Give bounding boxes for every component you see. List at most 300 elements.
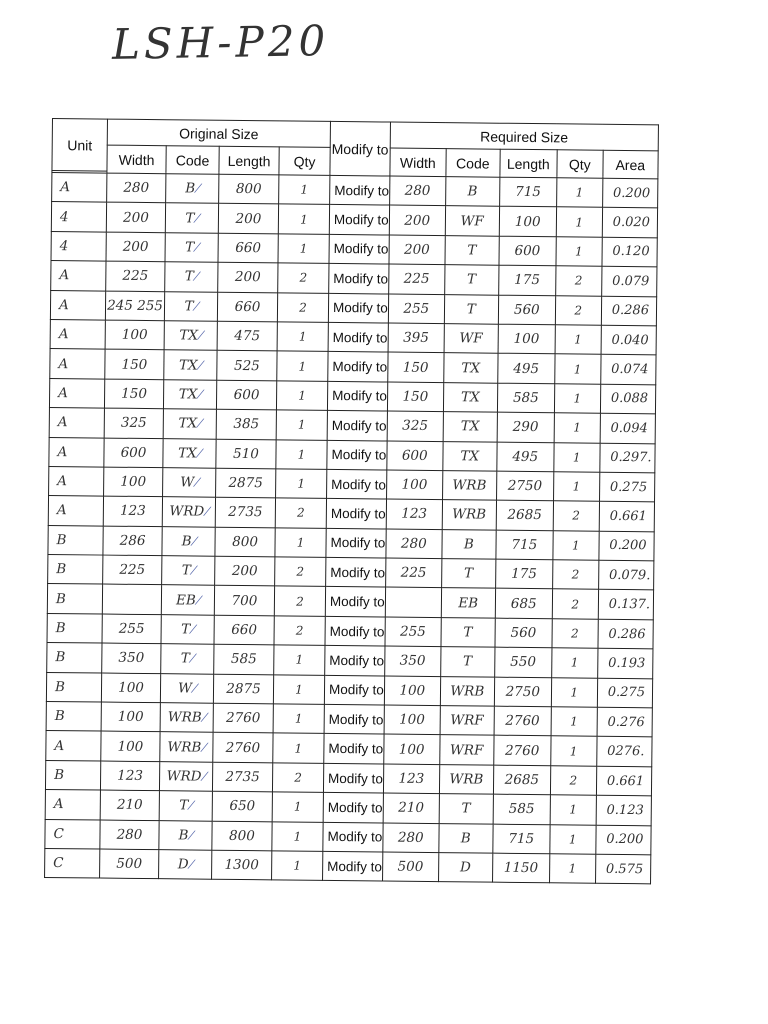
check-mark-icon: ⁄ xyxy=(203,710,206,725)
unit-cell-value: 4 xyxy=(59,208,69,225)
required-code-cell xyxy=(445,235,499,265)
required-code-cell-value: TX xyxy=(460,389,480,406)
original-width-cell xyxy=(107,173,166,203)
original-width-cell xyxy=(104,438,163,468)
required-length-cell xyxy=(494,736,551,766)
original-qty-cell xyxy=(272,792,323,822)
required-length-cell-value: 585 xyxy=(512,389,539,407)
original-length-cell-value: 200 xyxy=(235,210,262,227)
required-code-cell xyxy=(439,764,493,794)
original-qty-cell xyxy=(275,557,326,587)
unit-cell xyxy=(49,378,104,408)
modify-to-cell-value: Modify to xyxy=(332,388,387,404)
required-qty-cell-value: 1 xyxy=(570,714,578,729)
modify-to-cell xyxy=(324,734,384,764)
area-cell xyxy=(598,560,653,590)
original-qty-cell-value: 2 xyxy=(295,623,304,638)
original-length-cell xyxy=(217,321,277,351)
col-header-required-code: Code xyxy=(446,149,500,178)
original-code-cell-value: TX xyxy=(179,356,198,374)
unit-cell xyxy=(49,466,104,496)
original-width-cell xyxy=(101,731,160,761)
original-length-cell xyxy=(213,674,273,704)
unit-cell-value: A xyxy=(58,355,69,372)
modify-to-cell-value: Modify to xyxy=(329,594,385,610)
required-code-cell xyxy=(442,471,496,501)
original-width-cell xyxy=(100,761,159,791)
original-code-cell xyxy=(166,174,219,204)
original-width-cell xyxy=(100,790,159,820)
original-code-cell xyxy=(163,379,216,409)
modify-to-cell xyxy=(325,646,385,676)
original-length-cell xyxy=(212,850,272,880)
modify-to-cell xyxy=(325,616,385,646)
required-qty-cell xyxy=(555,266,601,296)
unit-cell-value: A xyxy=(57,473,68,490)
original-width-cell xyxy=(105,291,164,321)
original-width-cell xyxy=(104,379,163,409)
original-length-cell-value: 385 xyxy=(233,416,260,433)
original-qty-cell-value: 1 xyxy=(297,476,306,491)
required-length-cell-value: 495 xyxy=(512,448,539,465)
unit-cell xyxy=(49,408,104,438)
original-qty-cell-value: 1 xyxy=(297,417,306,432)
original-length-cell xyxy=(217,292,277,322)
modify-to-cell-value: Modify to xyxy=(328,711,384,728)
required-code-cell-value: WRB xyxy=(449,771,484,788)
check-mark-icon: ⁄ xyxy=(196,211,199,226)
unit-cell-value: A xyxy=(56,502,67,519)
unit-cell-value: A xyxy=(54,737,65,754)
original-width-cell xyxy=(104,467,163,497)
required-length-cell-value: 2760 xyxy=(504,742,540,759)
original-length-cell xyxy=(212,762,272,792)
original-width-cell-value: 245 255 xyxy=(107,297,164,314)
unit-cell-value: C xyxy=(53,855,64,872)
required-length-cell-value: 100 xyxy=(514,213,541,230)
required-qty-cell-value: 2 xyxy=(574,303,583,318)
col-header-unit: Unit xyxy=(52,119,108,172)
area-cell xyxy=(599,472,654,502)
required-qty-cell xyxy=(553,530,599,560)
area-cell-value: 0.079. xyxy=(608,567,651,584)
required-width-cell xyxy=(389,176,445,206)
required-qty-cell-value: 1 xyxy=(568,832,577,847)
area-cell xyxy=(596,795,651,825)
original-length-cell-value: 525 xyxy=(233,357,260,374)
modify-to-cell xyxy=(328,322,388,352)
required-qty-cell xyxy=(556,207,602,237)
original-code-cell-value: T xyxy=(181,562,191,579)
original-length-cell xyxy=(215,498,275,528)
required-width-cell xyxy=(387,441,443,471)
unit-cell xyxy=(47,643,102,673)
original-code-cell-value: B xyxy=(181,533,192,550)
original-qty-cell-value: 1 xyxy=(294,741,303,756)
required-qty-cell xyxy=(551,707,597,737)
required-qty-cell-value: 1 xyxy=(573,420,581,435)
check-mark-icon: ⁄ xyxy=(196,475,199,490)
col-header-required-width: Width xyxy=(390,148,446,177)
required-qty-cell xyxy=(552,560,598,590)
required-length-cell-value: 685 xyxy=(510,595,537,612)
required-code-cell xyxy=(443,412,497,442)
original-qty-cell-value: 1 xyxy=(298,329,307,344)
original-code-cell xyxy=(159,850,212,880)
original-width-cell-value: 280 xyxy=(123,179,150,197)
required-width-cell-value: 255 xyxy=(399,623,426,640)
original-code-cell xyxy=(163,438,216,468)
unit-cell xyxy=(45,760,100,790)
required-width-cell-value: 210 xyxy=(398,800,425,817)
original-code-cell-value: B xyxy=(178,827,189,844)
required-width-cell-value: 225 xyxy=(400,564,427,582)
original-length-cell-value: 800 xyxy=(229,827,255,844)
area-cell xyxy=(597,678,652,708)
required-qty-cell-value: 1 xyxy=(575,244,583,259)
required-qty-cell xyxy=(555,354,601,384)
area-cell xyxy=(602,237,657,267)
unit-cell xyxy=(48,525,103,555)
required-qty-cell-value: 1 xyxy=(575,185,584,200)
original-qty-cell-value: 2 xyxy=(296,564,305,579)
required-width-cell xyxy=(387,382,443,412)
modify-to-cell-value: Modify to xyxy=(334,182,390,199)
required-qty-cell xyxy=(555,295,601,325)
original-width-cell-value: 100 xyxy=(120,473,147,491)
required-qty-cell-value: 1 xyxy=(573,391,582,406)
original-code-cell-value: EB xyxy=(175,591,196,609)
required-length-cell xyxy=(498,324,555,354)
required-qty-cell-value: 2 xyxy=(572,508,581,524)
required-width-cell-value: 225 xyxy=(403,271,430,288)
required-code-cell xyxy=(444,265,498,295)
original-length-cell xyxy=(214,615,274,645)
original-length-cell-value: 475 xyxy=(234,328,261,345)
original-length-cell-value: 200 xyxy=(234,269,261,286)
required-code-cell xyxy=(441,559,495,589)
original-qty-cell xyxy=(272,851,323,881)
original-length-cell xyxy=(214,586,274,616)
required-length-cell-value: 175 xyxy=(511,566,538,583)
required-code-cell-value: B xyxy=(460,830,471,847)
required-code-cell-value: WRB xyxy=(452,477,487,494)
original-qty-cell xyxy=(279,175,330,205)
original-qty-cell-value: 1 xyxy=(300,212,308,227)
modify-to-cell xyxy=(330,175,390,205)
original-code-cell-value: W xyxy=(177,680,193,697)
modify-to-cell xyxy=(327,469,387,499)
required-qty-cell xyxy=(553,501,599,531)
col-header-original-length: Length xyxy=(219,146,279,175)
required-code-cell-value: WRB xyxy=(450,683,485,700)
unit-cell-value: B xyxy=(56,531,67,549)
required-width-cell xyxy=(386,470,442,500)
required-code-cell xyxy=(440,706,494,736)
original-qty-cell xyxy=(273,704,324,734)
area-cell xyxy=(601,325,656,355)
required-length-cell-value: 2750 xyxy=(505,683,541,700)
required-length-cell xyxy=(495,589,552,619)
required-length-cell xyxy=(497,442,554,472)
original-code-cell-value: TX xyxy=(179,327,199,344)
original-code-cell-value: W xyxy=(180,474,195,491)
modify-to-cell-value: Modify to xyxy=(332,329,388,346)
original-width-cell-value: 500 xyxy=(116,855,143,873)
original-length-cell xyxy=(214,644,274,674)
original-length-cell-value: 660 xyxy=(231,621,258,639)
original-width-cell-value: 150 xyxy=(121,356,148,373)
original-qty-cell-value: 1 xyxy=(293,858,302,873)
original-qty-cell-value: 2 xyxy=(299,300,307,315)
original-code-cell xyxy=(159,820,212,850)
original-length-cell-value: 585 xyxy=(230,651,257,668)
area-cell-value: 0.275 xyxy=(607,685,646,701)
table-row xyxy=(45,848,651,884)
required-width-cell xyxy=(384,646,440,676)
original-code-cell-value: T xyxy=(179,797,189,814)
required-width-cell-value: 600 xyxy=(401,447,428,464)
original-length-cell-value: 2760 xyxy=(225,739,261,756)
unit-cell-value: B xyxy=(54,678,66,695)
original-width-cell-value: 225 xyxy=(122,268,149,285)
original-code-cell-value: WRD xyxy=(166,768,202,785)
required-code-cell xyxy=(443,441,497,471)
required-width-cell xyxy=(389,235,445,265)
required-width-cell-value: 100 xyxy=(399,682,426,699)
required-code-cell xyxy=(441,617,495,647)
required-length-cell xyxy=(496,500,553,530)
original-width-cell-value: 350 xyxy=(118,650,145,667)
col-header-original-width: Width xyxy=(107,145,166,174)
required-qty-cell xyxy=(552,619,598,649)
unit-cell-value: B xyxy=(55,620,66,637)
original-width-cell xyxy=(102,585,161,615)
required-length-cell xyxy=(496,471,553,501)
area-cell xyxy=(595,854,650,884)
original-qty-cell-value: 1 xyxy=(299,241,308,256)
original-length-cell-value: 800 xyxy=(235,181,262,198)
required-length-cell xyxy=(495,618,552,648)
modify-to-cell xyxy=(328,293,388,323)
modify-to-cell xyxy=(324,675,384,705)
original-width-cell xyxy=(101,673,160,703)
check-mark-icon: ⁄ xyxy=(199,358,202,373)
unit-cell xyxy=(48,496,103,526)
area-cell-value: 0.200 xyxy=(606,832,644,848)
original-qty-cell-value: 1 xyxy=(300,182,309,197)
size-modification-sheet xyxy=(44,118,659,885)
original-length-cell-value: 2875 xyxy=(226,680,261,698)
original-code-cell-value: T xyxy=(185,239,195,256)
required-length-cell xyxy=(497,412,554,442)
modify-to-cell-value: Modify to xyxy=(331,447,387,463)
col-header-required-qty: Qty xyxy=(557,150,603,178)
area-cell xyxy=(598,619,653,649)
original-qty-cell-value: 2 xyxy=(299,270,308,286)
required-width-cell xyxy=(384,676,440,706)
modify-to-cell xyxy=(323,763,383,793)
required-length-cell xyxy=(496,530,553,560)
required-qty-cell-value: 1 xyxy=(570,655,579,670)
original-qty-cell xyxy=(276,381,327,411)
required-qty-cell xyxy=(554,413,600,443)
required-code-cell-value: EB xyxy=(458,594,479,612)
required-length-cell-value: 560 xyxy=(510,624,537,642)
original-qty-cell xyxy=(276,469,327,499)
check-mark-icon: ⁄ xyxy=(198,446,201,461)
original-code-cell-value: TX xyxy=(178,386,198,403)
original-width-cell xyxy=(104,408,163,438)
modify-to-cell xyxy=(325,587,385,617)
col-header-original-qty: Qty xyxy=(279,147,330,176)
original-code-cell xyxy=(165,232,218,262)
required-qty-cell-value: 1 xyxy=(568,861,577,876)
area-cell-value: 0.094 xyxy=(610,420,648,437)
original-width-cell-value: 325 xyxy=(120,415,147,432)
original-code-cell-value: T xyxy=(185,209,195,227)
required-code-cell-value: TX xyxy=(461,359,481,377)
required-width-cell-value: 255 xyxy=(403,300,430,317)
required-qty-cell-value: 1 xyxy=(570,685,579,700)
area-cell-value: 0.575 xyxy=(605,861,644,877)
required-code-cell xyxy=(440,676,494,706)
original-length-cell xyxy=(219,174,279,204)
original-qty-cell-value: 2 xyxy=(296,506,305,521)
original-qty-cell-value: 1 xyxy=(296,535,305,550)
original-qty-cell-value: 1 xyxy=(295,653,304,668)
required-length-cell-value: 715 xyxy=(508,830,535,847)
required-code-cell xyxy=(444,324,498,354)
modify-to-cell xyxy=(326,499,386,529)
required-qty-cell xyxy=(550,824,596,854)
original-width-cell-value: 200 xyxy=(122,209,149,226)
required-qty-cell xyxy=(552,589,598,619)
unit-cell-value: A xyxy=(58,296,69,313)
required-length-cell-value: 600 xyxy=(514,242,541,260)
original-width-cell xyxy=(105,349,164,379)
unit-cell-value: B xyxy=(54,708,65,725)
check-mark-icon: ⁄ xyxy=(199,416,202,431)
required-width-cell xyxy=(388,294,444,324)
page-title: LSH-P20 xyxy=(111,16,330,69)
original-qty-cell xyxy=(273,674,324,704)
required-width-cell xyxy=(384,734,440,764)
original-code-cell-value: WRB xyxy=(167,709,202,726)
required-code-cell-value: T xyxy=(463,565,474,582)
required-code-cell-value: T xyxy=(463,653,473,670)
original-qty-cell xyxy=(274,645,325,675)
unit-cell xyxy=(50,349,105,379)
original-length-cell xyxy=(216,439,276,469)
required-length-cell xyxy=(499,236,556,266)
required-code-cell xyxy=(438,853,492,883)
original-code-cell xyxy=(159,791,212,821)
original-width-cell xyxy=(105,320,164,350)
modify-to-cell-value: Modify to xyxy=(327,799,383,816)
required-width-cell-value: 100 xyxy=(401,476,428,494)
unit-cell xyxy=(46,731,101,761)
area-cell-value: 0.088 xyxy=(610,391,649,407)
col-header-original-code: Code xyxy=(166,146,219,175)
required-code-cell-value: B xyxy=(467,183,478,200)
original-code-cell xyxy=(161,615,214,645)
original-qty-cell-value: 1 xyxy=(295,682,303,697)
modify-to-cell-value: Modify to xyxy=(332,358,388,375)
original-code-cell xyxy=(160,732,213,762)
required-width-cell xyxy=(385,558,441,588)
check-mark-icon: ⁄ xyxy=(192,622,195,637)
required-qty-cell xyxy=(554,384,600,414)
original-length-cell-value: 1300 xyxy=(224,857,259,874)
required-code-cell-value: WRB xyxy=(452,506,487,524)
original-code-cell xyxy=(161,644,214,674)
unit-cell xyxy=(47,584,102,614)
original-length-cell xyxy=(218,233,278,263)
original-code-cell-value: T xyxy=(184,268,194,285)
required-length-cell xyxy=(493,794,550,824)
original-code-cell xyxy=(165,203,218,233)
modify-to-cell xyxy=(327,381,387,411)
check-mark-icon: ⁄ xyxy=(195,299,198,314)
original-code-cell-value: D xyxy=(177,856,189,873)
original-width-cell xyxy=(106,232,165,262)
required-code-cell-value: D xyxy=(459,859,471,876)
original-width-cell-value: 255 xyxy=(118,620,145,638)
check-mark-icon: ⁄ xyxy=(199,387,202,402)
required-code-cell-value: T xyxy=(466,301,476,318)
required-width-cell-value: 100 xyxy=(399,711,425,729)
area-cell xyxy=(597,648,652,678)
modify-to-cell xyxy=(329,234,389,264)
unit-cell-value: A xyxy=(60,179,71,196)
required-code-cell xyxy=(443,382,497,412)
unit-cell xyxy=(49,437,104,467)
required-code-cell xyxy=(439,823,493,853)
original-code-cell xyxy=(164,350,217,380)
original-length-cell-value: 600 xyxy=(233,386,260,404)
unit-cell-value: B xyxy=(56,561,67,578)
modify-to-cell-value: Modify to xyxy=(332,300,388,316)
required-length-cell xyxy=(498,265,555,295)
area-cell-value: 0.286 xyxy=(608,626,646,642)
check-mark-icon: ⁄ xyxy=(203,740,206,755)
original-code-cell xyxy=(160,703,213,733)
original-width-cell xyxy=(102,643,161,673)
original-qty-cell xyxy=(275,528,326,558)
required-code-cell-value: WRF xyxy=(449,741,484,759)
modify-to-cell-value: Modify to xyxy=(331,476,387,493)
modify-to-cell xyxy=(327,411,387,441)
required-width-cell-value: 123 xyxy=(401,506,428,523)
modify-to-cell xyxy=(329,205,389,235)
required-length-cell xyxy=(498,295,555,325)
original-code-cell-value: T xyxy=(180,650,190,667)
required-qty-cell-value: 1 xyxy=(571,538,580,553)
original-qty-cell xyxy=(278,234,329,264)
area-cell xyxy=(599,502,654,532)
modify-to-cell xyxy=(328,352,388,382)
unit-cell xyxy=(51,202,106,232)
check-mark-icon: ⁄ xyxy=(192,563,195,578)
table-body xyxy=(45,173,658,885)
area-cell-value: 0.020 xyxy=(612,214,651,231)
modify-to-cell-value: Modify to xyxy=(329,652,385,669)
original-width-cell xyxy=(106,261,165,291)
area-cell-value: 0.276 xyxy=(607,714,645,730)
original-width-cell-value: 286 xyxy=(119,532,146,549)
original-width-cell-value: 280 xyxy=(116,826,143,843)
